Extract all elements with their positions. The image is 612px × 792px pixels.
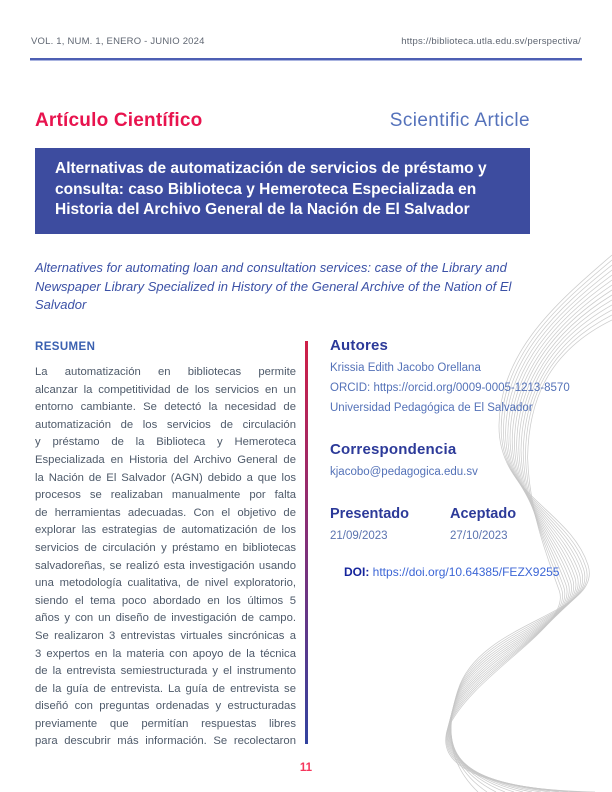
accepted-column xyxy=(450,506,570,542)
presented-column xyxy=(330,506,450,542)
accepted-label: Aceptado xyxy=(450,506,517,522)
article-type-row xyxy=(35,110,530,132)
title-banner xyxy=(35,148,530,234)
abstract-line: de herramientas adecuadas. Con el objetivo de xyxy=(35,506,296,519)
correspondence-heading: Correspondencia xyxy=(330,441,457,458)
journal-header xyxy=(31,36,581,47)
abstract-line: de la guía de entrevista. La guía de entrevista se xyxy=(35,682,296,695)
abstract-line: de la entrevista semiestructurada y el instrumento xyxy=(35,665,296,678)
abstract-line: previamente que permitían respuestas libres xyxy=(35,717,296,730)
abstract-line: años y con un diseño de investigación de campo. xyxy=(35,612,296,625)
presented-label: Presentado xyxy=(330,506,409,522)
column-divider xyxy=(305,341,308,744)
abstract-line: la Nación de El Salvador (AGN) debido a que los xyxy=(35,471,296,484)
abstract-line: automatización de los servicios de circulación xyxy=(35,418,296,431)
accepted-date: 27/10/2023 xyxy=(450,530,508,542)
authors-heading: Autores xyxy=(330,337,389,354)
abstract-heading: RESUMEN xyxy=(35,341,96,353)
article-title-spanish: Alternativas de automatización de servicios de préstamo y consulta: caso Biblioteca y Hemeroteca Especializada en Historia del Archivo General de la Nación de El Salvador xyxy=(55,160,487,218)
abstract-line: alcanzar la competitividad de los servicios en un xyxy=(35,383,296,396)
doi-line xyxy=(330,565,582,579)
article-title-english: Alternatives for automating loan and consultation services: case of the Library and Newspaper Library Specialized in History of the General Archive of the Nation of El Salvador xyxy=(35,260,512,312)
abstract-line: Especializada en Historia del Archivo General de xyxy=(35,453,296,466)
abstract-line: una metodología cualitativa, de nivel exploratorio, xyxy=(35,577,296,590)
abstract-line: diseñó con preguntas ordenadas y estructuradas xyxy=(35,700,296,713)
doi-label: DOI: xyxy=(344,565,370,579)
abstract-line: para descubrir más información. Se recolectaron xyxy=(35,735,296,748)
abstract-line: entorno cambiante. Se detectó la necesidad de xyxy=(35,401,296,414)
presented-date: 21/09/2023 xyxy=(330,530,388,542)
abstract-line: explorar las estrategias de automatización de los xyxy=(35,524,296,537)
article-type-english: Scientific Article xyxy=(389,110,530,131)
article-metadata xyxy=(330,337,582,579)
author-name: Krissia Edith Jacobo Orellana xyxy=(330,362,481,374)
abstract-line: procesos se realizaban manualmente por falta xyxy=(35,489,296,502)
abstract-line: servicios de circulación y préstamo en bibliotecas xyxy=(35,541,296,554)
author-orcid-link[interactable]: ORCID: https://orcid.org/0009-0005-1213-8570 xyxy=(330,382,570,394)
page-number: 11 xyxy=(299,762,313,774)
volume-info: VOL. 1, NUM. 1, ENERO - JUNIO 2024 xyxy=(31,36,205,47)
abstract-line: siendo el tema poco abordado en los últimos 5 xyxy=(35,594,296,607)
author-affiliation: Universidad Pedagógica de El Salvador xyxy=(330,402,533,414)
abstract-line: Se realizaron 3 entrevistas virtuales sincrónicas a xyxy=(35,629,296,642)
abstract-line: 3 expertos en la materia con apoyo de la técnica xyxy=(35,647,296,660)
dates-row xyxy=(330,506,582,542)
correspondence-email[interactable]: kjacobo@pedagogica.edu.sv xyxy=(330,466,478,478)
abstract-line: y préstamo de la Biblioteca y Hemeroteca xyxy=(35,436,296,449)
article-type-spanish: Artículo Científico xyxy=(35,110,203,131)
abstract-line: salvadoreñas, se realizó esta investigación usando xyxy=(35,559,296,572)
header-divider xyxy=(30,58,582,61)
abstract-line: La automatización en bibliotecas permite xyxy=(35,366,296,378)
abstract-text xyxy=(35,364,296,751)
doi-link[interactable]: https://doi.org/10.64385/FEZX9255 xyxy=(369,565,560,579)
journal-url[interactable]: https://biblioteca.utla.edu.sv/perspectiva/ xyxy=(401,36,581,47)
